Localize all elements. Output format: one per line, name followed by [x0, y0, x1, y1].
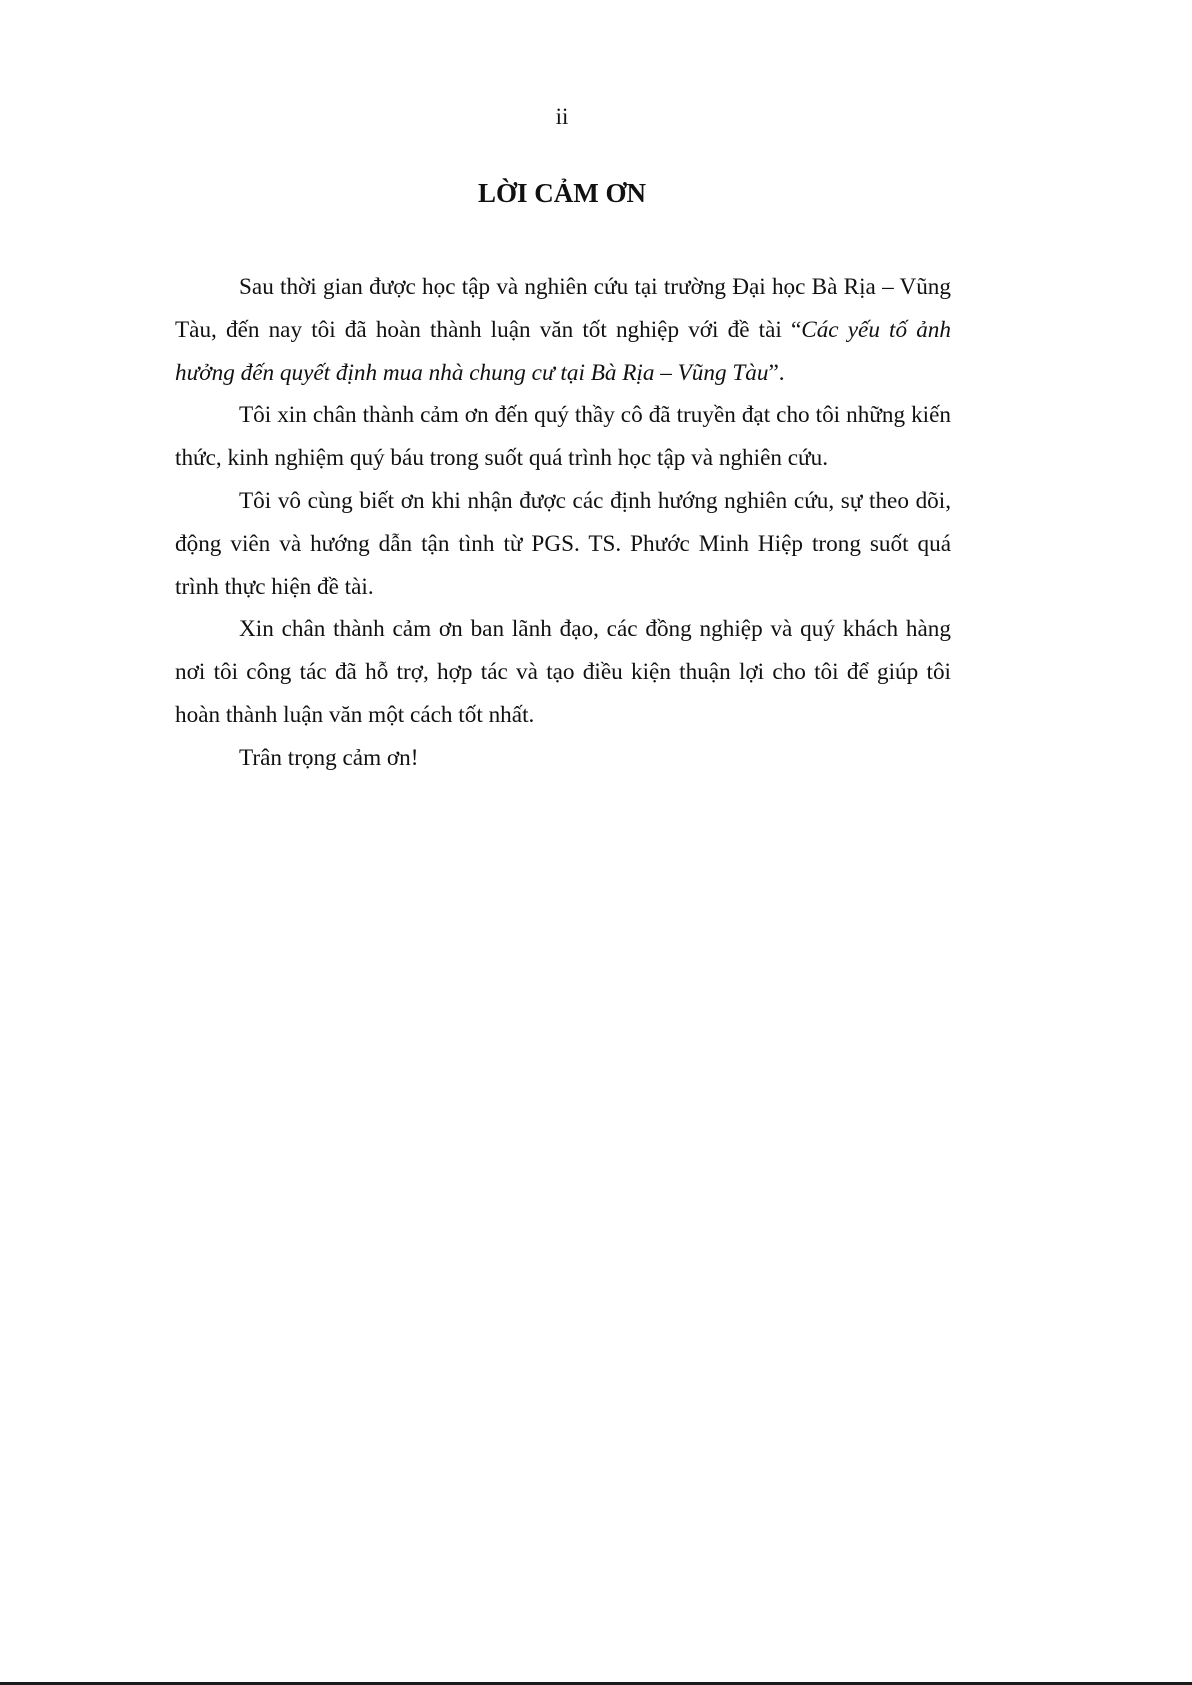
paragraph-thanks-advisor: Tôi vô cùng biết ơn khi nhận được các định hướng nghiên cứu, sự theo dõi, động viên và hướng dẫn tận tình từ PGS. TS. Phước Minh Hiệp trong suốt quá trình thực hiện đề tài. [175, 487, 951, 600]
paragraph-intro-end: ”. [768, 359, 785, 386]
page-number: ii [555, 104, 569, 129]
acknowledgement-body [175, 266, 951, 780]
paragraph-thanks-colleagues: Xin chân thành cảm ơn ban lãnh đạo, các đồng nghiệp và quý khách hàng nơi tôi công tác đã hỗ trợ, hợp tác và tạo điều kiện thuận lợi cho tôi để giúp tôi hoàn thành luận văn một cách tốt nhất. [175, 616, 951, 728]
paragraph-closing: Trân trọng cảm ơn! [239, 744, 419, 771]
thesis-title: Các yếu tố ảnh hưởng đến quyết định mua nhà chung cư tại Bà Rịa – Vũng Tàu [175, 316, 951, 386]
paragraph-intro-text: Sau thời gian được học tập và nghiên cứu tại trường Đại học Bà Rịa – Vũng Tàu, đến nay tôi đã hoàn thành luận văn tốt nghiệp với đề tài “ [175, 274, 951, 343]
paragraph-thanks-teachers: Tôi xin chân thành cảm ơn đến quý thầy cô đã truyền đạt cho tôi những kiến thức, kinh nghiệm quý báu trong suốt quá trình học tập và nghiên cứu. [175, 402, 951, 472]
page-title: LỜI CẢM ƠN [478, 178, 646, 208]
paragraph-intro [175, 266, 951, 394]
